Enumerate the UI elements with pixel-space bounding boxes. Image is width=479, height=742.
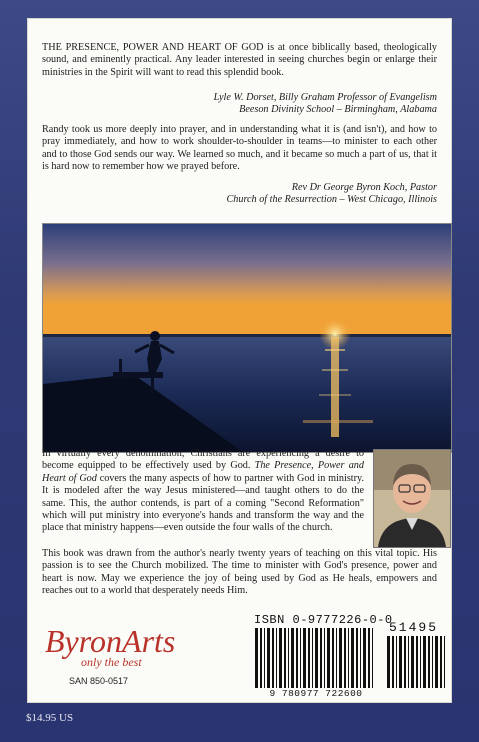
endorsement-1-author-name: Lyle W. Dorset, Billy Graham Professor of Evangelism: [213, 92, 437, 103]
endorsement-1: [42, 42, 437, 79]
book-title-inline: The Presence, Power and Heart of God: [42, 460, 364, 484]
barcode-bar: [351, 628, 354, 688]
description-text-end: covers the many aspects of how to partner with God in ministry. It is modeled after the way Jesus ministered—and taught others to do the same. This, the author contends, is part of a coming "Second Reformation" which will put ministry into everyone's hands and transform the way and the place that ministry happens—even outside the four walls of the church.: [42, 472, 364, 534]
description-paragraph-1: [42, 448, 364, 535]
barcode-bar: [327, 628, 330, 688]
endorsement-1-text: is at once biblically based, theologically sound, and eminently practical. Any leader interested in seeing churches begin or enlarge their ministries in the Spirit will want to read this splendid book.: [42, 42, 437, 78]
barcode-bar: [444, 636, 445, 688]
endorsement-2-author: [226, 182, 437, 207]
barcode-bar: [336, 628, 337, 688]
barcode-bar: [303, 628, 306, 688]
sunset-lake-photo: [42, 223, 452, 453]
barcode-number: 9 780977 722600: [269, 688, 363, 699]
endorsement-1-title: THE PRESENCE, POWER AND HEART OF GOD: [42, 42, 264, 53]
author-photo: [373, 449, 451, 548]
description-text: In virtually every denomination, Christians are experiencing a desire to become equipped to be effectively used by God.: [42, 448, 364, 472]
back-cover-panel: [27, 18, 452, 703]
barcode-bar: [284, 628, 286, 688]
barcode-bar: [324, 628, 325, 688]
barcode-bar: [360, 628, 361, 688]
barcode-bar: [276, 628, 277, 688]
isbn-barcode: [255, 628, 377, 688]
barcode-bar: [339, 628, 342, 688]
price-code: 51495: [389, 620, 439, 635]
barcode-bar: [420, 636, 421, 688]
barcode-bar: [279, 628, 282, 688]
barcode-bar: [411, 636, 414, 688]
cover-price: $14.95 US: [26, 712, 74, 724]
barcode-bar: [267, 628, 270, 688]
barcode-bar: [372, 628, 373, 688]
barcode-bar: [320, 628, 322, 688]
barcode-bar: [423, 636, 426, 688]
barcode-bar: [435, 636, 438, 688]
price-barcode: [387, 636, 449, 688]
barcode-bar: [428, 636, 430, 688]
barcode-bar: [408, 636, 409, 688]
barcode-bar: [396, 636, 397, 688]
barcode-bar: [291, 628, 294, 688]
barcode-bar: [264, 628, 265, 688]
barcode-bar: [432, 636, 433, 688]
endorsement-1-author-affiliation: Beeson Divinity School – Birmingham, Alabama: [239, 104, 437, 116]
barcode-bar: [399, 636, 402, 688]
barcode-bar: [315, 628, 318, 688]
barcode-bar: [344, 628, 346, 688]
san-number: SAN 850-0517: [69, 676, 129, 686]
endorsement-2-author-name: Rev Dr George Byron Koch, Pastor: [291, 182, 437, 193]
isbn-label: ISBN 0-9777226-0-0: [254, 613, 393, 627]
barcode-bar: [404, 636, 406, 688]
description-paragraph-2: This book was drawn from the author's nearly twenty years of teaching on this vital topic. His passion is to see the Church mobilized. The time to minister with God's presence, power and heart is now. May we experience the joy of being used by God as He heals, empowers and reaches out to a world that desperately needs Him.: [42, 548, 437, 597]
endorsement-2: Randy took us more deeply into prayer, and in understanding what it is (and isn't), and how to pray immediately, and how to work shoulder-to-shoulder in teams—to minister to each other and to those God sends our way. We learned so much, and it became so much a part of us, that it is hard now to remember how we prayed before.: [42, 124, 437, 173]
barcode-bar: [300, 628, 301, 688]
barcode-bar: [308, 628, 310, 688]
barcode-bar: [440, 636, 442, 688]
barcode-bar: [348, 628, 349, 688]
endorsement-1-author: [214, 92, 437, 117]
barcode-bar: [363, 628, 366, 688]
barcode-bar: [312, 628, 313, 688]
barcode-bar: [255, 628, 258, 688]
barcode-bar: [368, 628, 370, 688]
barcode-bar: [356, 628, 358, 688]
barcode-bar: [296, 628, 298, 688]
barcode-bar: [288, 628, 289, 688]
barcode-bar: [272, 628, 274, 688]
barcode-bar: [332, 628, 334, 688]
endorsement-2-author-affiliation: Church of the Resurrection – West Chicago, Illinois: [226, 194, 437, 206]
barcode-bar: [260, 628, 262, 688]
barcode-bar: [416, 636, 418, 688]
svg-text:ByronArts: ByronArts: [45, 623, 176, 659]
barcode-bar: [392, 636, 394, 688]
barcode-bar: [387, 636, 390, 688]
byronarts-logo: [43, 618, 183, 670]
svg-text:only the best: only the best: [81, 655, 142, 669]
